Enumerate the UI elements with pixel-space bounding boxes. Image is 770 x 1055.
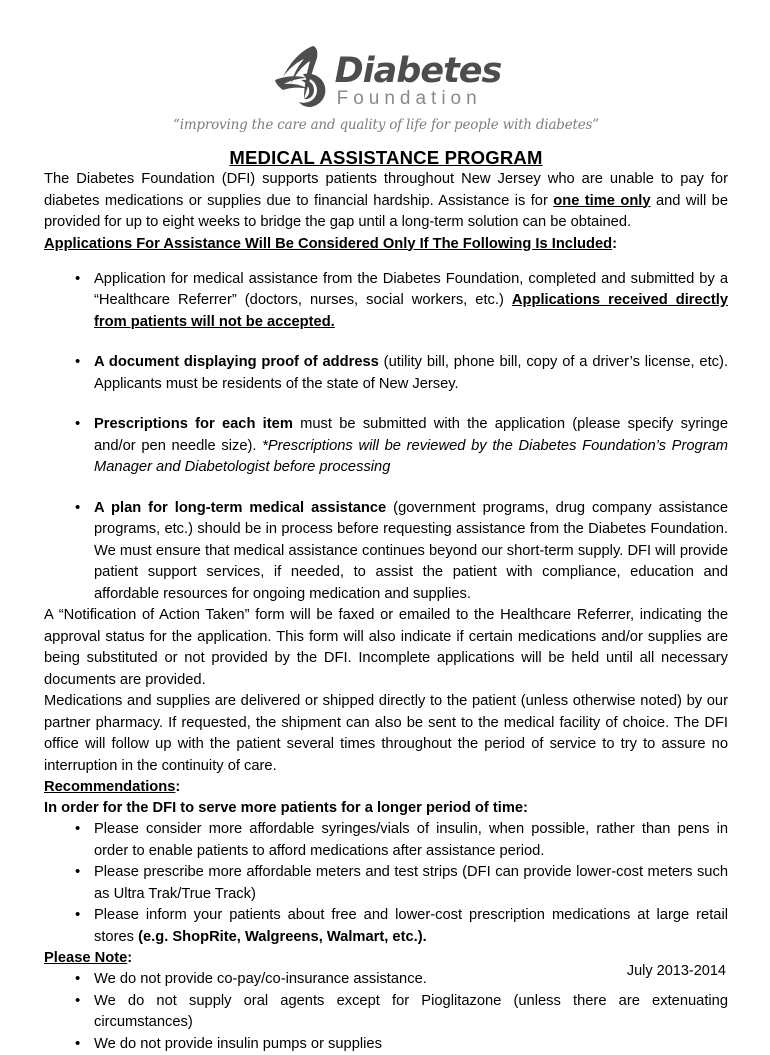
intro-paragraph	[44, 169, 728, 234]
requirement-4-lead: A plan for long-term medical assistance	[94, 500, 386, 516]
recommendation-3-text: Please inform your patients about free and lower-cost prescription medications at large retail stores	[94, 907, 728, 945]
requirement-3-text: must be submitted with the application (please specify syringe and/or pen needle size).	[94, 416, 728, 454]
recommendations-list	[44, 819, 728, 948]
logo-wordmark	[335, 42, 502, 110]
logo-secondary-text: Foundation	[335, 88, 502, 110]
intro-text-after: and will be provided for up to eight weeks to bridge the gap until a long-term solution can be obtained.	[44, 193, 728, 231]
list-item	[44, 414, 728, 479]
intro-emphasis: one time only	[553, 193, 650, 209]
note-1-text: We do not provide co-pay/co-insurance assistance.	[94, 971, 427, 987]
requirement-4-text: (government programs, drug company assistance programs, etc.) should be in process before requesting assistance from the Diabetes Foundation. We must ensure that medical assistance continues beyond our short-term supply. DFI will provide patient support services, if needed, to assist the patient with compliance, education and affordable resources for ongoing medication and supplies.	[94, 500, 728, 602]
note-3-text: We do not provide insulin pumps or supplies	[94, 1036, 382, 1052]
list-item	[44, 498, 728, 606]
list-item	[44, 991, 728, 1034]
recommendation-3-stores: (e.g. ShopRite, Walgreens, Walmart, etc.).	[138, 929, 427, 945]
requirements-list	[44, 269, 728, 606]
requirement-1-emphasis: Applications received directly from patients will not be accepted.	[94, 292, 728, 330]
please-note-heading	[44, 948, 728, 969]
list-item	[44, 905, 728, 948]
please-note-heading-colon: :	[127, 950, 132, 966]
recommendations-subheading: In order for the DFI to serve more patients for a longer period of time:	[44, 798, 728, 819]
list-item	[44, 1034, 728, 1055]
diabetes-foundation-flame-logo-icon	[271, 44, 333, 110]
notification-paragraph: A “Notification of Action Taken” form will be faxed or emailed to the Healthcare Referrer, indicating the approval status for the application. This form will also indicate if certain medications and/or supplies are being substituted or not provided by the DFI. Incomplete applications will be held until all necessary documents are provided.	[44, 605, 728, 691]
logo-lockup	[271, 42, 502, 110]
logo-primary-text: Diabetes	[335, 54, 502, 88]
recommendation-2-text: Please prescribe more affordable meters and test strips (DFI can provide lower-cost meters such as Ultra Trak/True Track)	[94, 864, 728, 902]
requirements-heading	[44, 234, 728, 255]
recommendation-1-text: Please consider more affordable syringes/vials of insulin, when possible, rather than pens in order to enable patients to afford medications after assistance period.	[94, 821, 728, 859]
document-content	[44, 0, 728, 1055]
please-note-heading-text: Please Note	[44, 950, 127, 966]
please-note-list	[44, 969, 728, 1055]
list-item	[44, 862, 728, 905]
requirements-heading-text: Applications For Assistance Will Be Considered Only If The Following Is Included	[44, 236, 612, 252]
intro-text-before: The Diabetes Foundation (DFI) supports patients throughout New Jersey who are unable to pay for diabetes medications or supplies due to financial hardship. Assistance is for	[44, 171, 728, 209]
recommendations-heading-text: Recommendations	[44, 779, 175, 795]
page-title: MEDICAL ASSISTANCE PROGRAM	[44, 147, 728, 169]
recommendations-heading-colon: :	[175, 779, 180, 795]
list-item	[44, 969, 728, 991]
requirement-1-text: Application for medical assistance from the Diabetes Foundation, completed and submitted by a “Healthcare Referrer” (doctors, nurses, social workers, etc.)	[94, 271, 728, 309]
requirement-3-lead: Prescriptions for each item	[94, 416, 293, 432]
requirement-2-lead: A document displaying proof of address	[94, 354, 379, 370]
tagline: “improving the care and quality of life for people with diabetes”	[44, 117, 728, 133]
footer-date: July 2013-2014	[627, 962, 726, 980]
requirements-heading-colon: :	[612, 236, 617, 252]
list-item	[44, 269, 728, 334]
requirement-2-text: (utility bill, phone bill, copy of a driver’s license, etc). Applicants must be residents of the state of New Jersey.	[94, 354, 728, 392]
list-item	[44, 352, 728, 395]
note-2-text: We do not supply oral agents except for Pioglitazone (unless there are extenuating circumstances)	[94, 993, 728, 1031]
delivery-paragraph: Medications and supplies are delivered or shipped directly to the patient (unless otherwise noted) by our partner pharmacy. If requested, the shipment can also be sent to the medical facility of choice. The DFI office will follow up with the patient several times throughout the period of service to try to assure no interruption in the continuity of care.	[44, 691, 728, 777]
recommendations-heading	[44, 777, 728, 798]
letterhead	[44, 0, 728, 133]
list-item	[44, 819, 728, 862]
requirement-3-note: *Prescriptions will be reviewed by the Diabetes Foundation’s Program Manager and Diabetologist before processing	[94, 438, 728, 476]
